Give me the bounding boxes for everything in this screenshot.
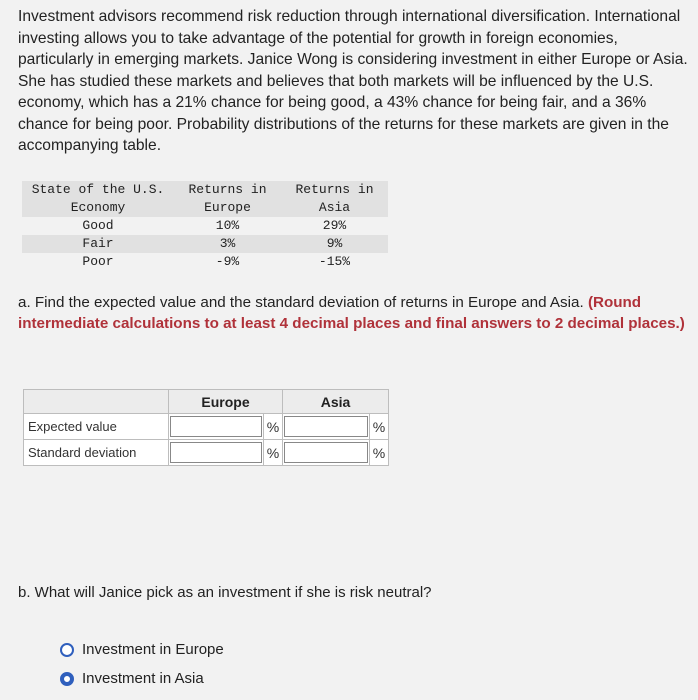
percent-unit: % — [264, 440, 283, 466]
header-cell: Economy — [22, 199, 174, 217]
asia-expected-input[interactable] — [284, 416, 368, 437]
table-row — [24, 414, 389, 440]
europe-header: Europe — [169, 390, 283, 414]
table-row — [24, 390, 389, 414]
header-cell: Returns in — [174, 181, 281, 199]
part-b-question: b. What will Janice pick as an investment if she is risk neutral? — [18, 584, 432, 601]
option-asia[interactable] — [60, 670, 204, 687]
percent-unit: % — [264, 414, 283, 440]
std-deviation-label: Standard deviation — [24, 440, 169, 466]
table-row — [22, 199, 388, 217]
table-cell: Poor — [82, 254, 114, 269]
table-cell: 10% — [215, 218, 240, 233]
expected-value-label: Expected value — [24, 414, 169, 440]
table-row — [22, 235, 388, 253]
asia-header: Asia — [283, 390, 389, 414]
percent-unit: % — [370, 440, 389, 466]
asia-expected-cell — [283, 414, 370, 440]
option-asia-label: Investment in Asia — [82, 670, 204, 687]
header-cell: State of the U.S. — [22, 181, 174, 199]
table-cell: 9% — [281, 235, 388, 253]
table-cell: Good — [82, 218, 114, 233]
option-europe[interactable] — [60, 641, 224, 658]
europe-expected-cell — [169, 414, 264, 440]
radio-europe-icon[interactable] — [60, 643, 74, 657]
percent-unit: % — [370, 414, 389, 440]
header-cell: Asia — [281, 199, 388, 217]
rounding-note: (Round intermediate calculations to at least 4 decimal places and final answers to 2 decimal places.) — [18, 294, 685, 332]
part-a-question — [18, 292, 688, 334]
table-row — [24, 440, 389, 466]
part-a-text: a. Find the expected value and the standard deviation of returns in Europe and Asia. — [18, 294, 584, 311]
table-cell: -9% — [215, 254, 240, 269]
header-cell: Returns in — [281, 181, 388, 199]
europe-std-input[interactable] — [170, 442, 262, 463]
table-cell: -15% — [318, 254, 351, 269]
table-row — [22, 181, 388, 199]
table-cell: Fair — [22, 235, 174, 253]
europe-expected-input[interactable] — [170, 416, 262, 437]
table-row — [22, 217, 388, 235]
empty-header-cell — [24, 390, 169, 414]
returns-table — [22, 181, 388, 271]
europe-std-cell — [169, 440, 264, 466]
asia-std-input[interactable] — [284, 442, 368, 463]
table-row — [22, 253, 388, 271]
radio-asia-icon[interactable] — [60, 672, 74, 686]
table-cell: 29% — [322, 218, 347, 233]
asia-std-cell — [283, 440, 370, 466]
option-europe-label: Investment in Europe — [82, 641, 224, 658]
table-cell: 3% — [174, 235, 281, 253]
header-cell: Europe — [174, 199, 281, 217]
intro-paragraph: Investment advisors recommend risk reduction through international diversification. International investing allows you to take advantage of the potential for growth in foreign economies, particularly in emerging markets. Janice Wong is considering investment in either Europe or Asia. She has studied these markets and believes that both markets will be influenced by the U.S. economy, which has a 21% chance for being good, a 43% chance for being fair, and a 36% chance for being poor. Probability distributions of the returns for these markets are given in the accompanying table. — [18, 8, 688, 154]
answer-table — [23, 389, 389, 466]
